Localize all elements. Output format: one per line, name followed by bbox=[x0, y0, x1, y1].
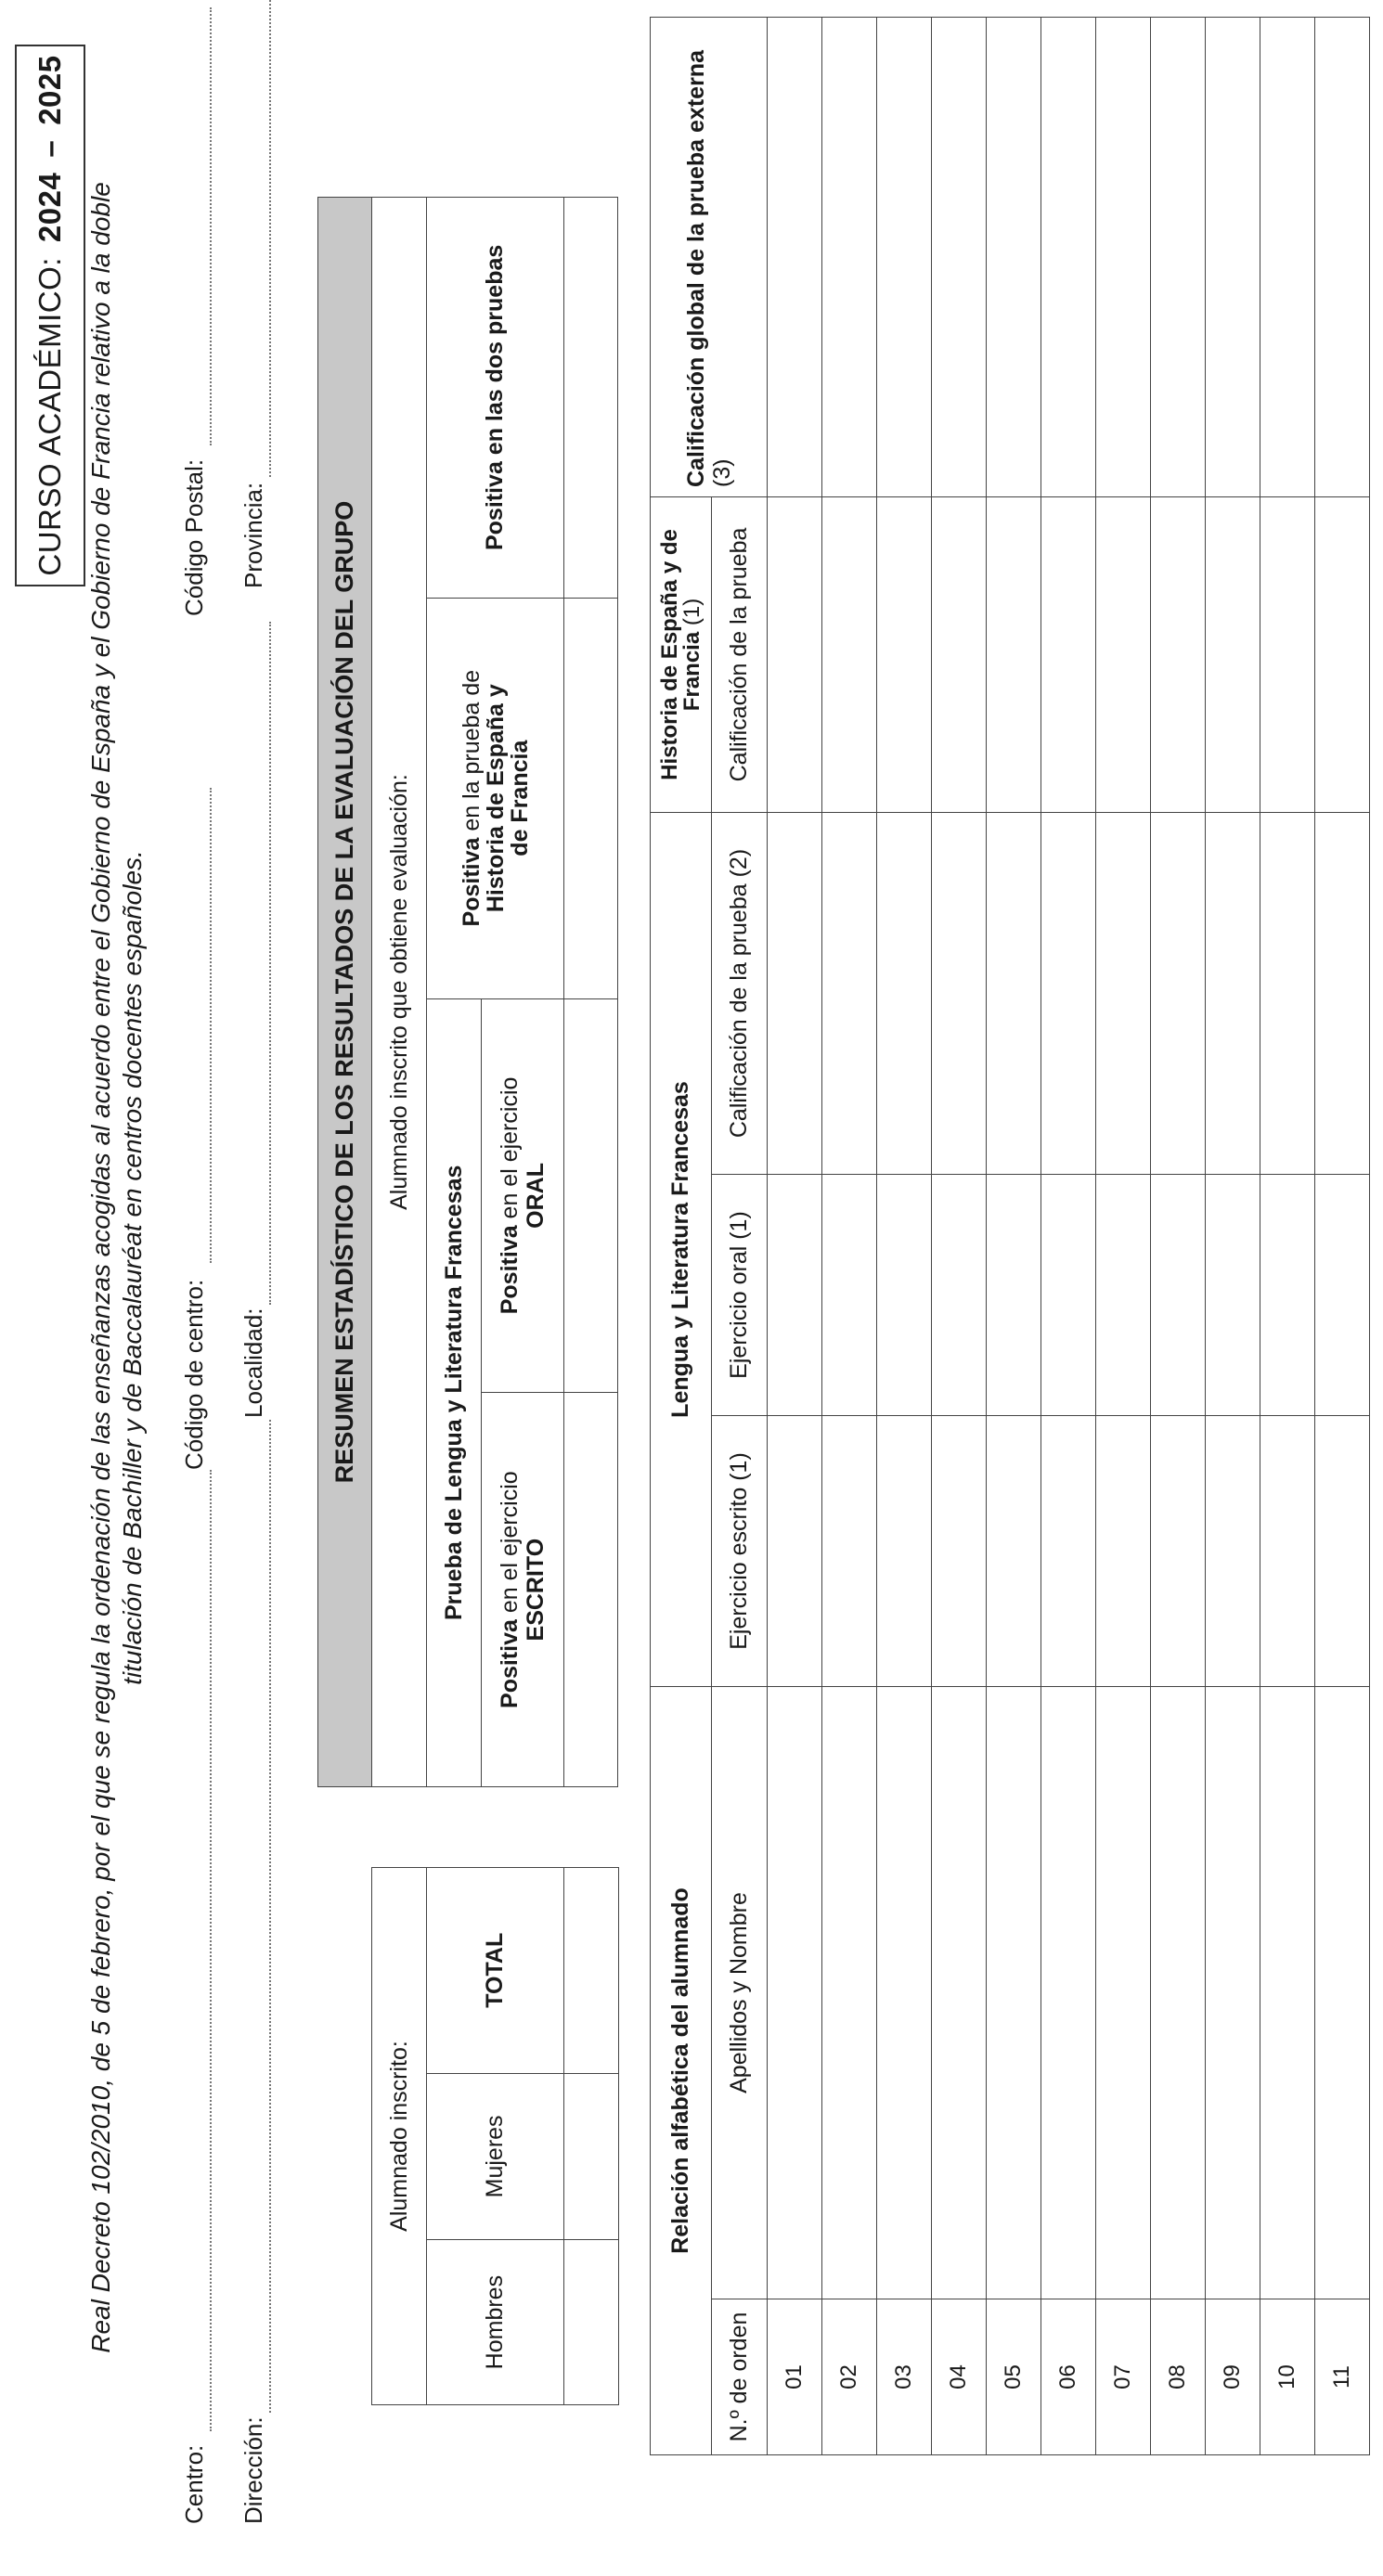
global-grade[interactable] bbox=[1041, 18, 1096, 497]
codigo-centro-field[interactable] bbox=[210, 788, 212, 1263]
lengua-grade[interactable] bbox=[877, 813, 932, 1175]
table-row bbox=[822, 18, 877, 2455]
table-row bbox=[1260, 18, 1315, 2455]
summary-title: RESUMEN ESTADÍSTICO DE LOS RESULTADOS DE LA EVALUACIÓN DEL GRUPO bbox=[318, 198, 372, 1787]
table-row bbox=[932, 18, 987, 2455]
oral-grade[interactable] bbox=[1151, 1175, 1206, 1416]
year-from: 2024 bbox=[32, 172, 67, 243]
enrolled-header: Alumnado inscrito: bbox=[372, 1868, 427, 2405]
global-header-text: Calificación global de la prueba externa bbox=[682, 50, 709, 487]
student-name[interactable] bbox=[1260, 1687, 1315, 2299]
lengua-grade[interactable] bbox=[1206, 813, 1260, 1175]
both-value[interactable] bbox=[564, 198, 618, 599]
course-label: CURSO ACADÉMICO: bbox=[32, 257, 67, 576]
oral-grade[interactable] bbox=[932, 1175, 987, 1416]
provincia-label: Provincia: bbox=[239, 482, 267, 588]
escrito-word: ESCRITO bbox=[523, 1538, 549, 1642]
historia-grade[interactable] bbox=[768, 497, 822, 813]
student-name[interactable] bbox=[877, 1687, 932, 2299]
escrito-positive-header bbox=[482, 1393, 564, 1787]
student-name[interactable] bbox=[1041, 1687, 1096, 2299]
student-name[interactable] bbox=[1096, 1687, 1151, 2299]
oral-grade[interactable] bbox=[1260, 1175, 1315, 1416]
evaluation-summary-table bbox=[317, 197, 618, 1787]
oral-grade[interactable] bbox=[822, 1175, 877, 1416]
lengua-grade[interactable] bbox=[1096, 813, 1151, 1175]
historia-grade[interactable] bbox=[877, 497, 932, 813]
year-dash: – bbox=[32, 139, 67, 158]
global-header-note: (3) bbox=[708, 458, 735, 487]
global-grade[interactable] bbox=[1206, 18, 1260, 497]
global-grade[interactable] bbox=[822, 18, 877, 497]
decree-line-1: Real Decreto 102/2010, de 5 de febrero, por el que se regula la ordenación de las enseñanzas acogidas al acuerdo entre el Gobierno de España y el Gobierno de Francia relativo a la doble bbox=[86, 182, 115, 2353]
table-row bbox=[1151, 18, 1206, 2455]
evaluated-header: Alumnado inscrito que obtiene evaluación: bbox=[372, 198, 427, 1787]
global-grade[interactable] bbox=[1151, 18, 1206, 497]
row-number: 03 bbox=[877, 2299, 932, 2455]
escrito-grade[interactable] bbox=[768, 1416, 822, 1687]
total-value[interactable] bbox=[564, 1868, 619, 2074]
row-number: 05 bbox=[987, 2299, 1041, 2455]
student-name[interactable] bbox=[1206, 1687, 1260, 2299]
escrito-grade[interactable] bbox=[1206, 1416, 1260, 1687]
lengua-grade[interactable] bbox=[768, 813, 822, 1175]
historia-grade[interactable] bbox=[1315, 497, 1370, 813]
codigo-postal-field[interactable] bbox=[210, 7, 212, 445]
lengua-grade[interactable] bbox=[1315, 813, 1370, 1175]
oral-grade[interactable] bbox=[768, 1175, 822, 1416]
historia-grade[interactable] bbox=[1096, 497, 1151, 813]
codigo-postal-label: Código Postal: bbox=[180, 458, 208, 616]
row-number: 07 bbox=[1096, 2299, 1151, 2455]
escrito-grade[interactable] bbox=[1315, 1416, 1370, 1687]
student-name[interactable] bbox=[822, 1687, 877, 2299]
row-number: 06 bbox=[1041, 2299, 1096, 2455]
lengua-grade[interactable] bbox=[822, 813, 877, 1175]
escrito-mid: en el ejercicio bbox=[497, 1471, 523, 1620]
lengua-grade[interactable] bbox=[1260, 813, 1315, 1175]
global-grade[interactable] bbox=[987, 18, 1041, 497]
row-number: 04 bbox=[932, 2299, 987, 2455]
oral-grade[interactable] bbox=[987, 1175, 1041, 1416]
row-number: 11 bbox=[1315, 2299, 1370, 2455]
student-name[interactable] bbox=[1151, 1687, 1206, 2299]
escrito-value[interactable] bbox=[564, 1393, 618, 1787]
centro-field[interactable] bbox=[210, 1470, 212, 2431]
col-calif-lengua: Calificación de la prueba (2) bbox=[712, 813, 768, 1175]
lengua-grade[interactable] bbox=[932, 813, 987, 1175]
lengua-grade[interactable] bbox=[1041, 813, 1096, 1175]
table-row bbox=[987, 18, 1041, 2455]
oral-grade[interactable] bbox=[1096, 1175, 1151, 1416]
historia-grade[interactable] bbox=[932, 497, 987, 813]
lengua-grade[interactable] bbox=[1151, 813, 1206, 1175]
row-number: 09 bbox=[1206, 2299, 1260, 2455]
escrito-grade[interactable] bbox=[1096, 1416, 1151, 1687]
students-table bbox=[650, 17, 1370, 2455]
relacion-header: Relación alfabética del alumnado bbox=[651, 1687, 712, 2455]
escrito-grade[interactable] bbox=[1041, 1416, 1096, 1687]
historia-header-note: (1) bbox=[679, 598, 704, 632]
oral-grade[interactable] bbox=[1041, 1175, 1096, 1416]
col-escrito: Ejercicio escrito (1) bbox=[712, 1416, 768, 1687]
escrito-grade[interactable] bbox=[877, 1416, 932, 1687]
oral-grade[interactable] bbox=[877, 1175, 932, 1416]
historia-word: Historia de España y de Francia bbox=[482, 684, 533, 913]
academic-year-box bbox=[15, 45, 85, 586]
escrito-positiva: Positiva bbox=[497, 1619, 523, 1708]
col-orden: N.º de orden bbox=[712, 2299, 768, 2455]
student-name[interactable] bbox=[932, 1687, 987, 2299]
historia-grade[interactable] bbox=[822, 497, 877, 813]
historia-positive-header bbox=[427, 598, 564, 998]
table-row bbox=[768, 18, 822, 2455]
oral-positiva: Positiva bbox=[497, 1225, 523, 1315]
total-label: TOTAL bbox=[427, 1868, 564, 2074]
hombres-value[interactable] bbox=[564, 2240, 619, 2405]
decree-line-2: titulación de Bachiller y de Baccalauréat en centros docentes españoles. bbox=[118, 850, 147, 1685]
global-grade[interactable] bbox=[1260, 18, 1315, 497]
mujeres-label: Mujeres bbox=[427, 2073, 564, 2240]
oral-grade[interactable] bbox=[1315, 1175, 1370, 1416]
row-number: 10 bbox=[1260, 2299, 1315, 2455]
oral-grade[interactable] bbox=[1206, 1175, 1260, 1416]
historia-value[interactable] bbox=[564, 598, 618, 998]
mujeres-value[interactable] bbox=[564, 2073, 619, 2240]
direccion-field[interactable] bbox=[269, 1420, 271, 2413]
table-row bbox=[877, 18, 932, 2455]
oral-positive-header bbox=[482, 998, 564, 1393]
both-positive-header: Positiva en las dos pruebas bbox=[427, 198, 564, 599]
col-calif-historia: Calificación de la prueba bbox=[712, 497, 768, 813]
historia-mid: en la prueba de bbox=[458, 669, 485, 838]
direccion-label: Dirección: bbox=[239, 2416, 267, 2524]
escrito-grade[interactable] bbox=[1260, 1416, 1315, 1687]
localidad-label: Localidad: bbox=[239, 1307, 267, 1418]
oral-mid: en el ejercicio bbox=[497, 1076, 523, 1226]
students-body bbox=[768, 18, 1370, 2455]
escrito-grade[interactable] bbox=[1151, 1416, 1206, 1687]
historia-header-text: Historia de España y de Francia bbox=[656, 529, 704, 780]
year-to: 2025 bbox=[32, 55, 67, 125]
oral-value[interactable] bbox=[564, 998, 618, 1393]
student-name[interactable] bbox=[1315, 1687, 1370, 2299]
hombres-label: Hombres bbox=[427, 2240, 564, 2405]
historia-grade[interactable] bbox=[1206, 497, 1260, 813]
row-number: 01 bbox=[768, 2299, 822, 2455]
col-nombre: Apellidos y Nombre bbox=[712, 1687, 768, 2299]
table-row bbox=[1096, 18, 1151, 2455]
global-header bbox=[651, 18, 768, 497]
lengua-prueba-header: Prueba de Lengua y Literatura Francesas bbox=[427, 998, 482, 1786]
row-number: 02 bbox=[822, 2299, 877, 2455]
table-row bbox=[1041, 18, 1096, 2455]
enrolled-table bbox=[371, 1867, 619, 2405]
row-number: 08 bbox=[1151, 2299, 1206, 2455]
decree-text bbox=[85, 80, 149, 2455]
table-row bbox=[1206, 18, 1260, 2455]
col-oral: Ejercicio oral (1) bbox=[712, 1175, 768, 1416]
lengua-grade[interactable] bbox=[987, 813, 1041, 1175]
global-grade[interactable] bbox=[1315, 18, 1370, 497]
escrito-grade[interactable] bbox=[987, 1416, 1041, 1687]
localidad-field[interactable] bbox=[269, 622, 271, 1305]
historia-grade[interactable] bbox=[1151, 497, 1206, 813]
escrito-grade[interactable] bbox=[822, 1416, 877, 1687]
global-grade[interactable] bbox=[932, 18, 987, 497]
codigo-centro-label: Código de centro: bbox=[180, 1279, 208, 1470]
historia-grade[interactable] bbox=[987, 497, 1041, 813]
historia-grade[interactable] bbox=[1260, 497, 1315, 813]
global-grade[interactable] bbox=[1096, 18, 1151, 497]
escrito-grade[interactable] bbox=[932, 1416, 987, 1687]
provincia-field[interactable] bbox=[269, 0, 271, 477]
historia-grade[interactable] bbox=[1041, 497, 1096, 813]
global-grade[interactable] bbox=[768, 18, 822, 497]
historia-positiva: Positiva bbox=[458, 837, 485, 927]
historia-header bbox=[651, 497, 712, 813]
lengua-header: Lengua y Literatura Francesas bbox=[651, 813, 712, 1687]
student-name[interactable] bbox=[987, 1687, 1041, 2299]
student-name[interactable] bbox=[768, 1687, 822, 2299]
centro-label: Centro: bbox=[180, 2444, 208, 2524]
table-row bbox=[1315, 18, 1370, 2455]
global-grade[interactable] bbox=[877, 18, 932, 497]
oral-word: ORAL bbox=[523, 1163, 549, 1229]
